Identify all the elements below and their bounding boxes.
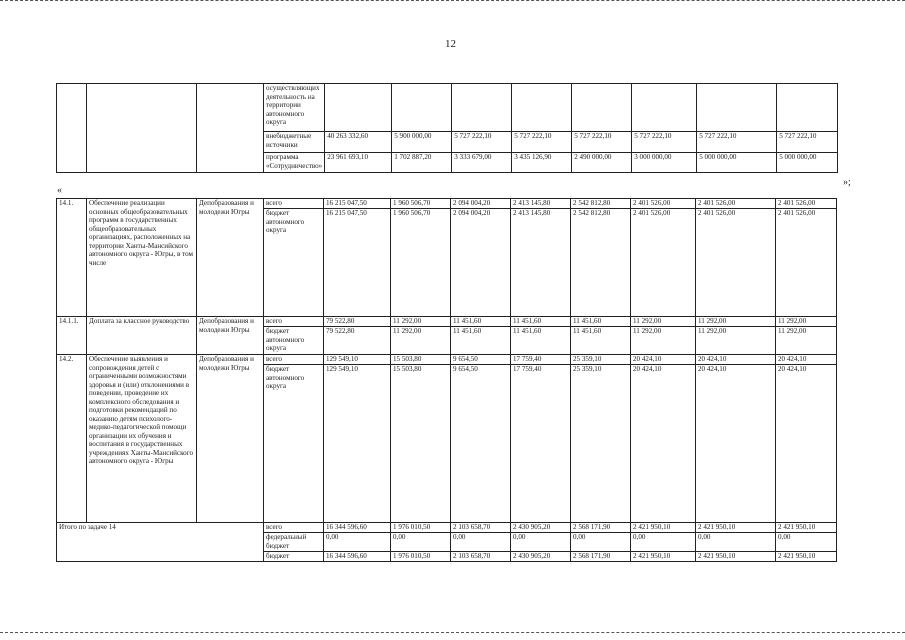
value-cell: 5 000 000,00 bbox=[777, 153, 838, 173]
value-cell: 9 654,50 bbox=[451, 365, 511, 523]
table-row bbox=[57, 523, 837, 533]
value-cell: 9 654,50 bbox=[451, 355, 511, 365]
measure-name: Доплата за классное руководство bbox=[87, 317, 197, 355]
value-cell: 11 292,00 bbox=[631, 317, 696, 327]
value-cell: 25 359,10 bbox=[571, 355, 631, 365]
table-row bbox=[57, 84, 838, 132]
value-cell: 20 424,10 bbox=[631, 365, 696, 523]
value-cell bbox=[392, 84, 452, 132]
measure-name: Обеспечение реализации основных общеобразовательных программ в государственных общеобразовательных организациях, расположенных на территории Ханты-Мансийского автономного округа - Югры, в том числе bbox=[87, 199, 197, 317]
value-cell: 1 976 010,50 bbox=[391, 523, 451, 533]
value-cell: 1 976 010,50 bbox=[391, 552, 451, 562]
value-cell: 79 522,80 bbox=[324, 317, 391, 327]
value-cell: 16 215 047,50 bbox=[324, 209, 391, 317]
value-cell: 2 103 658,70 bbox=[451, 552, 511, 562]
value-cell: 11 292,00 bbox=[391, 317, 451, 327]
source-cell: всего bbox=[264, 317, 324, 327]
page-number: 12 bbox=[445, 38, 456, 50]
value-cell: 2 430 905,20 bbox=[511, 552, 571, 562]
value-cell: 16 344 596,60 bbox=[324, 552, 391, 562]
value-cell: 20 424,10 bbox=[631, 355, 696, 365]
value-cell: 2 401 526,00 bbox=[776, 209, 837, 317]
table-row bbox=[57, 355, 837, 365]
value-cell: 5 727 222,10 bbox=[697, 132, 777, 153]
value-cell: 1 960 506,70 bbox=[391, 199, 451, 209]
value-cell: 23 961 693,10 bbox=[325, 153, 392, 173]
value-cell: 5 000 000,00 bbox=[697, 153, 777, 173]
row-number: 14.1.1. bbox=[57, 317, 87, 355]
value-cell: 0,00 bbox=[631, 533, 696, 552]
table-row bbox=[57, 317, 837, 327]
source-cell: федеральный бюджет bbox=[264, 533, 324, 552]
quote-open-mark: « bbox=[57, 185, 62, 196]
value-cell: 17 759,40 bbox=[511, 355, 571, 365]
empty-cell bbox=[87, 84, 197, 173]
value-cell bbox=[452, 84, 512, 132]
value-cell: 1 960 506,70 bbox=[391, 209, 451, 317]
value-cell: 2 421 950,10 bbox=[631, 552, 696, 562]
value-cell: 11 292,00 bbox=[696, 327, 776, 355]
source-cell: всего bbox=[264, 199, 324, 209]
source-cell: всего bbox=[264, 355, 324, 365]
value-cell: 2 542 812,80 bbox=[571, 209, 631, 317]
value-cell: 11 451,60 bbox=[571, 327, 631, 355]
value-cell: 11 292,00 bbox=[631, 327, 696, 355]
value-cell: 2 413 145,80 bbox=[511, 199, 571, 209]
value-cell: 11 451,60 bbox=[451, 317, 511, 327]
value-cell bbox=[512, 84, 572, 132]
measure-name: Обеспечение выявления и сопровождения детей с ограниченными возможностями здоровья и (или) отклонениями в поведении, проведение их комплексного обследования и подготовки рекомендаций по оказанию детям психолого- медико-педагогической помощи организации их обучения и воспитания в государственных учреждениях Ханты-Мансийского автономного округа - Югры bbox=[87, 355, 197, 523]
value-cell: 11 292,00 bbox=[391, 327, 451, 355]
value-cell: 0,00 bbox=[696, 533, 776, 552]
value-cell: 3 333 679,00 bbox=[452, 153, 512, 173]
value-cell: 2 421 950,10 bbox=[631, 523, 696, 533]
executor: Депобразования и молодежи Югры bbox=[197, 199, 264, 317]
value-cell bbox=[632, 84, 697, 132]
row-number: 14.2. bbox=[57, 355, 87, 523]
value-cell: 2 401 526,00 bbox=[696, 209, 776, 317]
value-cell: 11 451,60 bbox=[511, 327, 571, 355]
row-number: 14.1. bbox=[57, 199, 87, 317]
value-cell: 2 542 812,80 bbox=[571, 199, 631, 209]
value-cell: 2 401 526,00 bbox=[696, 199, 776, 209]
value-cell: 2 421 950,10 bbox=[696, 523, 776, 533]
value-cell: 2 490 000,00 bbox=[572, 153, 632, 173]
value-cell: 11 292,00 bbox=[776, 327, 837, 355]
value-cell: 20 424,10 bbox=[696, 355, 776, 365]
executor: Депобразования и молодежи Югры bbox=[197, 355, 264, 523]
source-cell: программа «Сотрудничество» bbox=[264, 153, 325, 173]
value-cell: 25 359,10 bbox=[571, 365, 631, 523]
scan-bottom-edge bbox=[0, 632, 905, 636]
continuation-table bbox=[56, 83, 838, 173]
executor: Депобразования и молодежи Югры bbox=[197, 317, 264, 355]
value-cell: 11 292,00 bbox=[776, 317, 837, 327]
source-cell: осуществляющих деятельность на территории автономного округа bbox=[264, 84, 325, 132]
value-cell: 2 568 171,90 bbox=[571, 552, 631, 562]
value-cell: 129 549,10 bbox=[324, 355, 391, 365]
value-cell: 5 727 222,10 bbox=[452, 132, 512, 153]
source-cell: всего bbox=[264, 523, 324, 533]
source-cell: бюджет автономного округа bbox=[264, 209, 324, 317]
source-cell: внебюджетные источники bbox=[264, 132, 325, 153]
value-cell: 0,00 bbox=[451, 533, 511, 552]
value-cell: 2 430 905,20 bbox=[511, 523, 571, 533]
value-cell: 20 424,10 bbox=[776, 365, 837, 523]
value-cell: 79 522,80 bbox=[324, 327, 391, 355]
value-cell: 2 421 950,10 bbox=[696, 552, 776, 562]
total-label: Итого по задаче 14 bbox=[57, 523, 264, 562]
value-cell: 2 421 950,10 bbox=[776, 523, 837, 533]
source-cell: бюджет автономного округа bbox=[264, 327, 324, 355]
value-cell bbox=[572, 84, 632, 132]
value-cell: 16 215 047,50 bbox=[324, 199, 391, 209]
value-cell: 15 503,80 bbox=[391, 355, 451, 365]
source-cell: бюджет bbox=[264, 552, 324, 562]
empty-cell bbox=[197, 84, 264, 173]
value-cell: 129 549,10 bbox=[324, 365, 391, 523]
value-cell: 2 413 145,80 bbox=[511, 209, 571, 317]
value-cell: 5 727 222,10 bbox=[632, 132, 697, 153]
value-cell: 20 424,10 bbox=[776, 355, 837, 365]
value-cell: 2 421 950,10 bbox=[776, 552, 837, 562]
value-cell: 15 503,80 bbox=[391, 365, 451, 523]
table-row bbox=[57, 199, 837, 209]
value-cell: 11 451,60 bbox=[571, 317, 631, 327]
value-cell: 0,00 bbox=[511, 533, 571, 552]
value-cell: 2 401 526,00 bbox=[776, 199, 837, 209]
value-cell: 40 263 332,60 bbox=[325, 132, 392, 153]
source-cell: бюджет автономного округа bbox=[264, 365, 324, 523]
value-cell: 5 900 000,00 bbox=[392, 132, 452, 153]
value-cell: 2 401 526,00 bbox=[631, 199, 696, 209]
value-cell: 2 103 658,70 bbox=[451, 523, 511, 533]
value-cell: 5 727 222,10 bbox=[512, 132, 572, 153]
value-cell: 2 094 004,20 bbox=[451, 209, 511, 317]
value-cell bbox=[777, 84, 838, 132]
value-cell: 3 435 126,90 bbox=[512, 153, 572, 173]
value-cell: 0,00 bbox=[571, 533, 631, 552]
value-cell: 2 401 526,00 bbox=[631, 209, 696, 317]
value-cell: 5 727 222,10 bbox=[572, 132, 632, 153]
value-cell: 11 451,60 bbox=[451, 327, 511, 355]
empty-cell bbox=[57, 84, 87, 173]
value-cell: 0,00 bbox=[324, 533, 391, 552]
value-cell: 2 094 004,20 bbox=[451, 199, 511, 209]
value-cell: 0,00 bbox=[776, 533, 837, 552]
value-cell: 11 451,60 bbox=[511, 317, 571, 327]
value-cell bbox=[325, 84, 392, 132]
value-cell: 2 568 171,90 bbox=[571, 523, 631, 533]
value-cell: 16 344 596,60 bbox=[324, 523, 391, 533]
value-cell: 3 000 000,00 bbox=[632, 153, 697, 173]
quote-close-mark: »; bbox=[843, 177, 851, 188]
value-cell: 0,00 bbox=[391, 533, 451, 552]
value-cell: 20 424,10 bbox=[696, 365, 776, 523]
value-cell: 5 727 222,10 bbox=[777, 132, 838, 153]
value-cell: 1 702 887,20 bbox=[392, 153, 452, 173]
value-cell bbox=[697, 84, 777, 132]
scan-top-edge bbox=[0, 0, 905, 4]
value-cell: 11 292,00 bbox=[696, 317, 776, 327]
main-table bbox=[56, 198, 837, 562]
value-cell: 17 759,40 bbox=[511, 365, 571, 523]
